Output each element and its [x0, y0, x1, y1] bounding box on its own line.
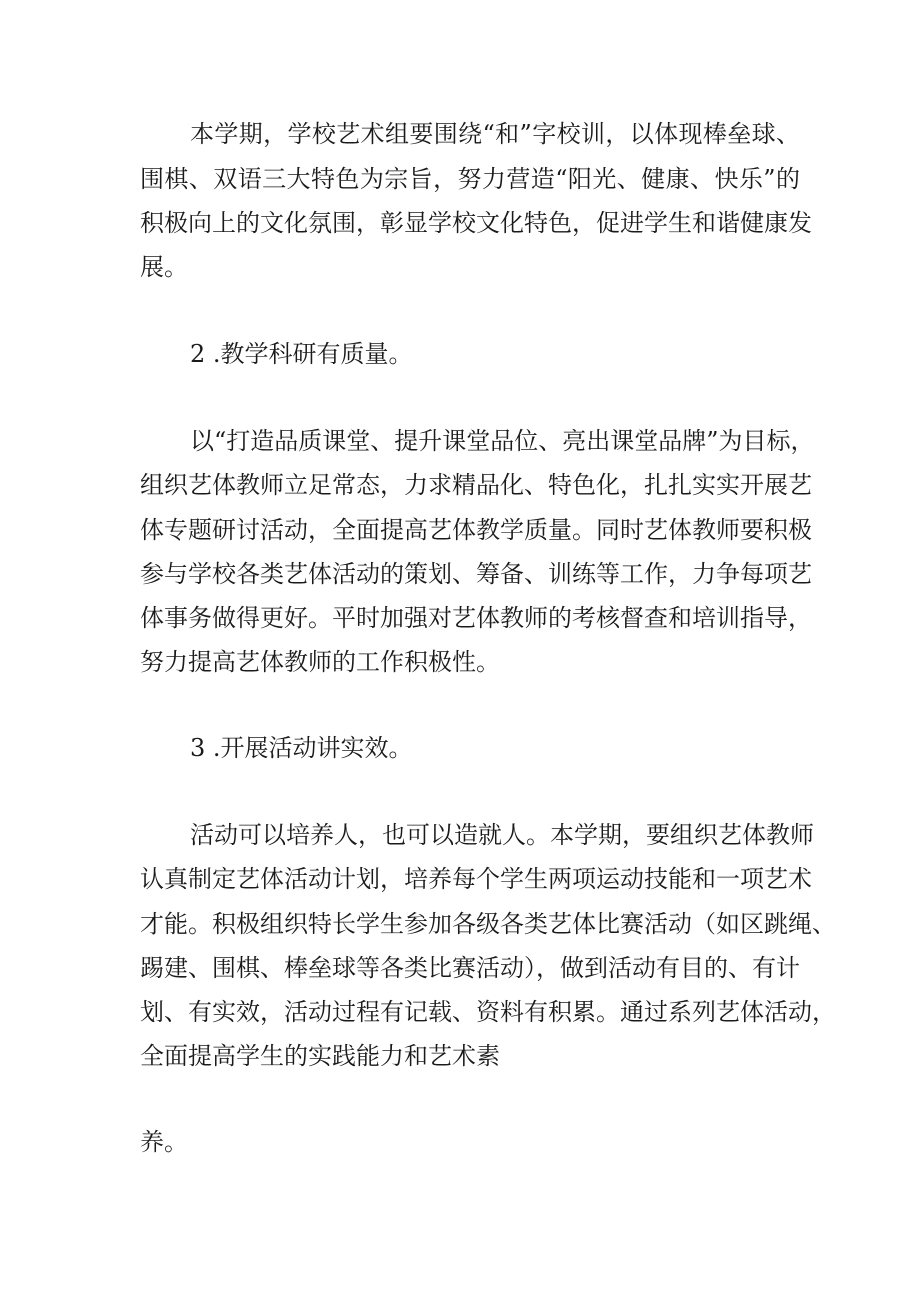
paragraph-3-line-6: 全面提高学生的实践能力和艺术素	[140, 1042, 500, 1070]
section-heading-3: 3 .开展活动讲实效。	[190, 734, 413, 762]
paragraph-2-line-3: 体专题研讨活动，全面提高艺体教学质量。同时艺体教师要积极	[140, 516, 812, 544]
paragraph-1-line-1: 本学期，学校艺术组要围绕“和”字校训，以体现棒垒球、	[190, 120, 800, 148]
paragraph-3-line-4: 踢建、围棋、棒垒球等各类比赛活动），做到活动有目的、有计	[140, 954, 800, 982]
paragraph-3-line-5: 划、有实效，活动过程有记载、资料有积累。通过系列艺体活动，	[140, 998, 836, 1026]
trailing-text: 养。	[140, 1128, 188, 1156]
paragraph-2-line-4: 参与学校各类艺体活动的策划、筹备、训练等工作，力争每项艺	[140, 560, 812, 588]
paragraph-1-line-4: 展。	[140, 253, 188, 281]
paragraph-2-line-1: 以“打造品质课堂、提升课堂品位、亮出课堂品牌”为目标，	[190, 427, 815, 455]
section-heading-2: 2 .教学科研有质量。	[190, 340, 413, 368]
paragraph-2-line-2: 组织艺体教师立足常态，力求精品化、特色化，扎扎实实开展艺	[140, 471, 812, 499]
paragraph-1-line-2: 围棋、双语三大特色为宗旨，努力营造“阳光、健康、快乐”的	[140, 165, 800, 193]
paragraph-2-line-6: 努力提高艺体教师的工作积极性。	[140, 648, 500, 676]
paragraph-3-line-1: 活动可以培养人，也可以造就人。本学期，要组织艺体教师	[190, 821, 814, 849]
paragraph-1-line-3: 积极向上的文化氛围，彰显学校文化特色，促进学生和谐健康发	[140, 209, 812, 237]
paragraph-3-line-3: 才能。积极组织特长学生参加各级各类艺体比赛活动（如区跳绳、	[140, 910, 836, 938]
paragraph-2-line-5: 体事务做得更好。平时加强对艺体教师的考核督查和培训指导，	[140, 604, 812, 632]
paragraph-3-line-2: 认真制定艺体活动计划，培养每个学生两项运动技能和一项艺术	[140, 865, 812, 893]
